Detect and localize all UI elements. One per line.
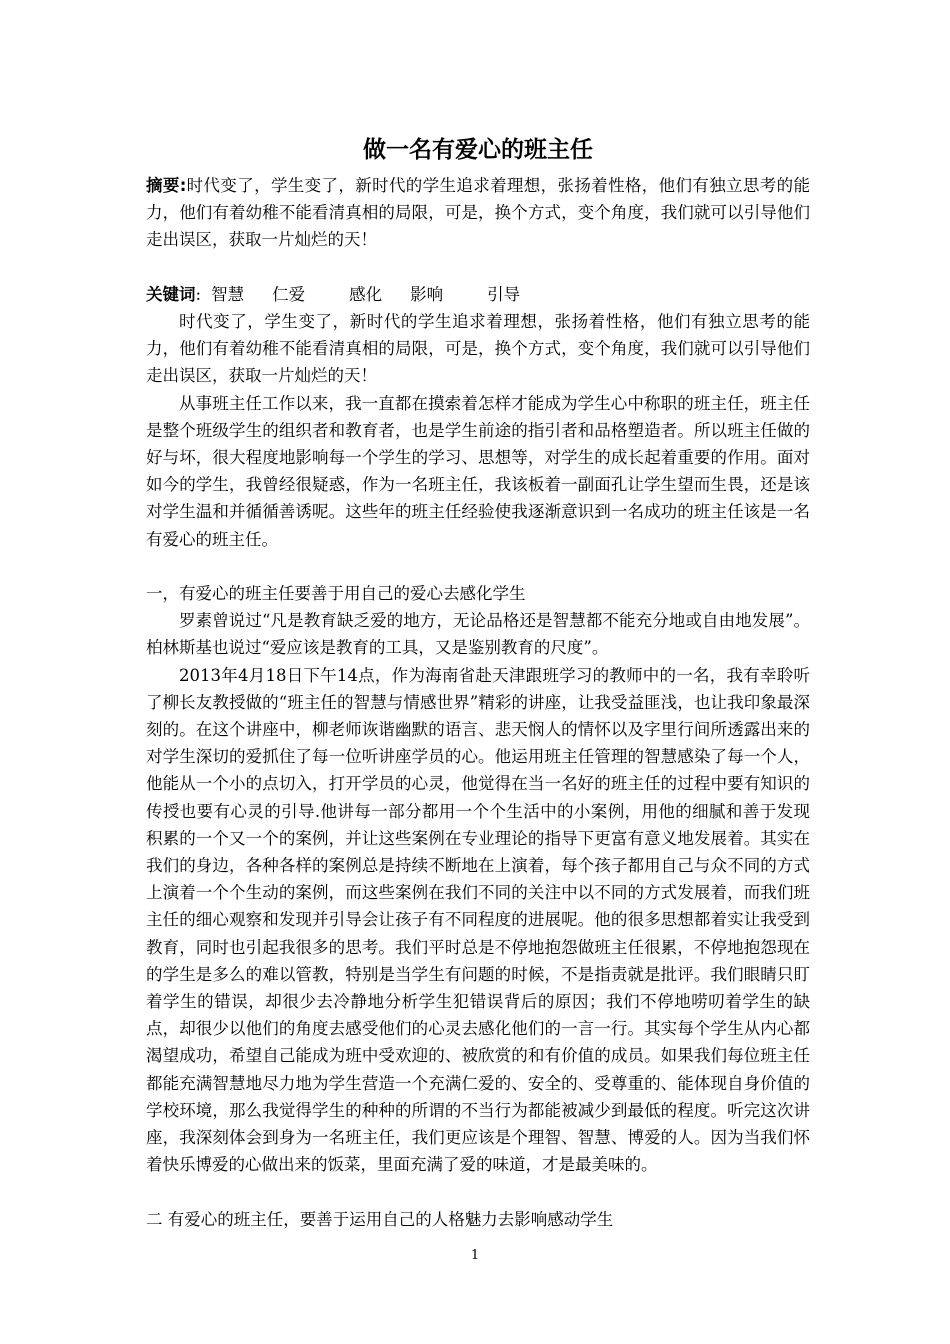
blank-line — [146, 254, 810, 281]
section-heading: 二 有爱心的班主任，要善于运用自己的人格魅力去影响感动学生 — [146, 1209, 614, 1229]
blank-line — [146, 553, 810, 580]
intro-paragraph: 从事班主任工作以来，我一直都在摸索着怎样才能成为学生心中称职的班主任，班主任是整个班级学生的组织者和教育者，也是学生前途的指引者和品格塑造者。所以班主任做的好与坏，很大程度地影响每一个学生的学习、思想等，对学生的成长起着重要的作用。面对如今的学生，我曾经很疑惑，作为一名班主任，我该板着一副面孔让学生望而生畏，还是该对学生温和并循循善诱呢。这些年的班主任经验使我逐渐意识到一名成功的班主任该是一名有爱心的班主任。 — [146, 393, 810, 549]
blank-line — [146, 1178, 810, 1205]
body-paragraph: 2013年4月18日下午14点，作为海南省赴天津跟班学习的教师中的一名，我有幸聆听了柳长友教授做的“班主任的智慧与情感世界”精彩的讲座，让我受益匪浅，也让我印象最深刻的。在这个讲座中，柳老师诙谐幽默的语言、悲天悯人的情怀以及字里行间所透露出来的对学生深切的爱抓住了每一位听讲座学员的心。他运用班主任管理的智慧感染了每一个人，他能从一个小的点切入，打开学员的心灵，他觉得在当一名好的班主任的过程中要有知识的传授也要有心灵的引导.他讲每一部分都用一个个生活中的小案例，用他的细腻和善于发现积累的一个又一个的案例，并让这些案例在专业理论的指导下更富有意义地发展着。其实在我们的身边，各种各样的案例总是持续不断地在上演着，每个孩子都用自己与众不同的方式上演着一个个生动的案例，而这些案例在我们不同的关注中以不同的方式发展着，而我们班主任的细心观察和发现并引导会让孩子有不同程度的进展呢。他的很多思想都着实让我受到教育，同时也引起我很多的思考。我们平时总是不停地抱怨做班主任很累，不停地抱怨现在的学生是多么的难以管教，特别是当学生有问题的时候，不是指责就是批评。我们眼睛只盯着学生的错误，却很少去冷静地分析学生犯错误背后的原因；我们不停地唠叨着学生的缺点，却很少以他们的角度去感受他们的心灵去感化他们的一言一行。其实每个学生从内心都渴望成功，希望自己能成为班中受欢迎的、被欣赏的和有价值的成员。如果我们每位班主任都能充满智慧地尽力地为学生营造一个充满仁爱的、安全的、受尊重的、能体现自身价值的学校环境，那么我觉得学生的种种的所谓的不当行为都能被减少到最低的程度。听完这次讲座，我深刻体会到身为一名班主任，我们更应该是个理智、智慧、博爱的人。因为当我们怀着快乐博爱的心做出来的饭菜，里面充满了爱的味道，才是最美味的。 — [146, 665, 810, 1175]
keyword-item: 影响 — [410, 284, 444, 304]
page-number: 1 — [470, 1248, 480, 1263]
document-title: 做一名有爱心的班主任 — [363, 137, 593, 163]
keywords-line — [146, 281, 810, 308]
abstract — [146, 172, 810, 254]
keyword-item: 感化 — [349, 284, 383, 304]
abstract-text: 时代变了，学生变了，新时代的学生追求着理想，张扬着性格，他们有独立思考的能力，他们有着幼稚不能看清真相的局限，可是，换个方式，变个角度，我们就可以引导他们走出误区，获取一片灿烂的天！ — [146, 176, 810, 250]
keywords-colon: : — [195, 284, 202, 304]
document-body — [146, 128, 810, 1233]
intro-paragraph: 时代变了，学生变了，新时代的学生追求着理想，张扬着性格，他们有独立思考的能力，他们有着幼稚不能看清真相的局限，可是，换个方式，变个角度，我们就可以引导他们走出误区，获取一片灿烂的天！ — [146, 312, 810, 386]
keyword-item: 引导 — [487, 284, 521, 304]
keywords-label: 关键词 — [146, 284, 196, 304]
body-paragraph: 罗素曾说过“凡是教育缺乏爱的地方，无论品格还是智慧都不能充分地或自由地发展”。柏林斯基也说过“爱应该是教育的工具，又是鉴别教育的尺度”。 — [146, 611, 810, 658]
keyword-item: 智慧 — [211, 284, 245, 304]
keyword-item: 仁爱 — [272, 284, 306, 304]
section-heading: 一，有爱心的班主任要善于用自己的爱心去感化学生 — [146, 584, 526, 604]
abstract-label: 摘要: — [146, 176, 187, 195]
